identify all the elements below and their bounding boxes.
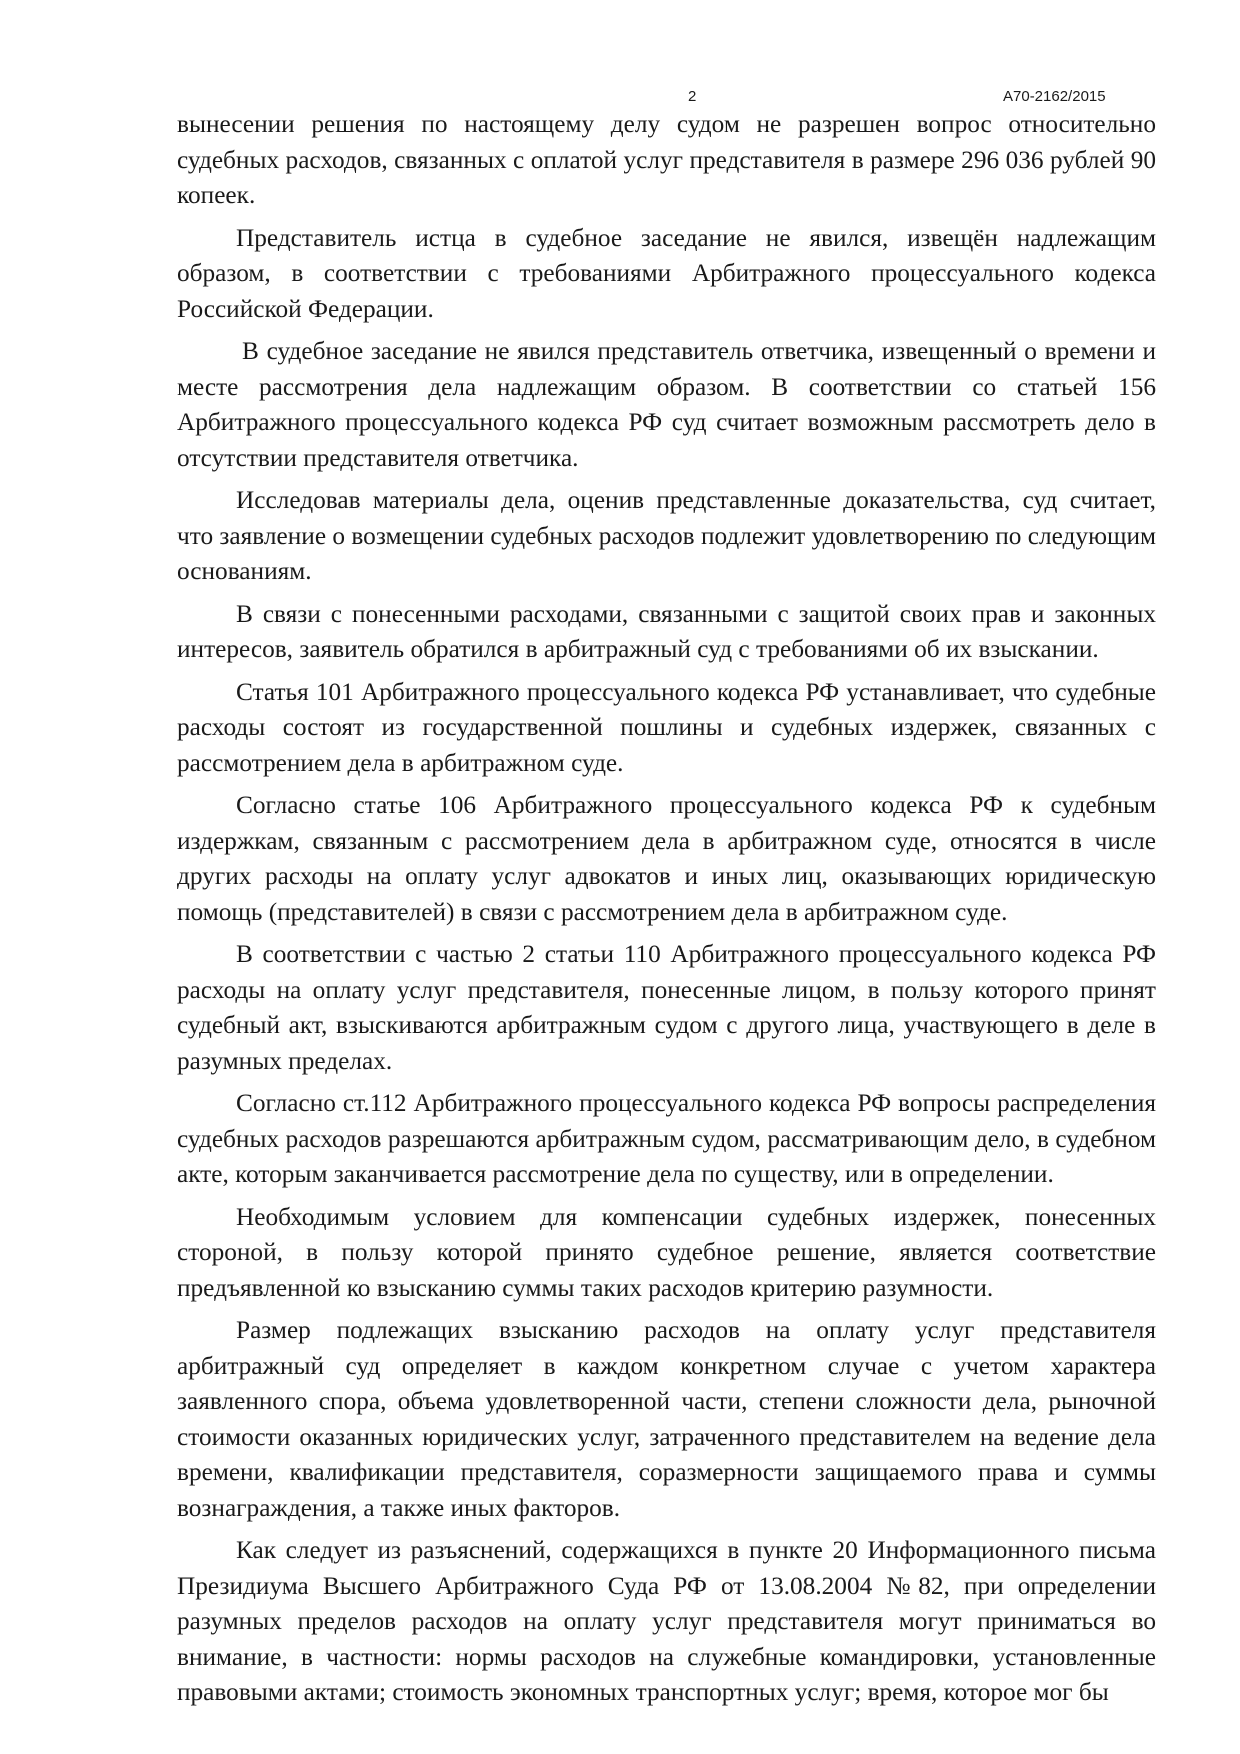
case-number: А70-2162/2015 <box>1003 88 1106 105</box>
paragraph: Исследовав материалы дела, оценив представленные доказательства, суд считает, что заявление о возмещении судебных расходов подлежит удовлетворению по следующим основаниям. <box>177 486 1156 585</box>
paragraph: Согласно статье 106 Арбитражного процессуального кодекса РФ к судебным издержкам, связанным с рассмотрением дела в арбитражном суде, относятся в числе других расходы на оплату услуг адвокатов и иных лиц, оказывающих юридическую помощь (представителей) в связи с рассмотрением дела в арбитражном суде. <box>177 791 1156 926</box>
paragraph: Представитель истца в судебное заседание не явился, извещён надлежащим образом, в соответствии с требованиями Арбитражного процессуального кодекса Российской Федерации. <box>177 223 1156 323</box>
document-body <box>177 107 1156 1718</box>
paragraph-continuation: вынесении решения по настоящему делу судом не разрешен вопрос относительно судебных расходов, связанных с оплатой услуг представителя в размере 296 036 рублей 90 копеек. <box>177 110 1156 209</box>
paragraph: Необходимым условием для компенсации судебных издержек, понесенных стороной, в пользу которой принято судебное решение, является соответствие предъявленной ко взысканию суммы таких расходов критерию разумности. <box>177 1202 1156 1302</box>
paragraph: В судебное заседание не явился представитель ответчика, извещенный о времени и месте рассмотрения дела надлежащим образом. В соответствии со статьей 156 Арбитражного процессуального кодекса РФ суд считает возможным рассмотреть дело в отсутствии представителя ответчика. <box>177 337 1156 472</box>
paragraph: Статья 101 Арбитражного процессуального кодекса РФ устанавливает, что судебные расходы состоят из государственной пошлины и судебных издержек, связанных с рассмотрением дела в арбитражном суде. <box>177 677 1156 777</box>
paragraph: В связи с понесенными расходами, связанными с защитой своих прав и законных интересов, заявитель обратился в арбитражный суд с требованиями об их взыскании. <box>177 599 1156 663</box>
page-number: 2 <box>688 88 697 105</box>
paragraph: Как следует из разъяснений, содержащихся в пункте 20 Информационного письма Президиума Высшего Арбитражного Суда РФ от 13.08.2004 №82, при определении разумных пределов расходов на оплату услуг представителя могут приниматься во внимание, в частности: нормы расходов на служебные командировки, установленные правовыми актами; стоимость экономных транспортных услуг; время, которое мог бы <box>177 1536 1156 1706</box>
paragraph: Согласно ст.112 Арбитражного процессуального кодекса РФ вопросы распределения судебных расходов разрешаются арбитражным судом, рассматривающим дело, в судебном акте, которым заканчивается рассмотрение дела по существу, или в определении. <box>177 1089 1156 1188</box>
paragraph: В соответствии с частью 2 статьи 110 Арбитражного процессуального кодекса РФ расходы на оплату услуг представителя, понесенные лицом, в пользу которого принят судебный акт, взыскиваются арбитражным судом с другого лица, участвующего в деле в разумных пределах. <box>177 940 1156 1075</box>
paragraph: Размер подлежащих взысканию расходов на оплату услуг представителя арбитражный суд определяет в каждом конкретном случае с учетом характера заявленного спора, объема удовлетворенной части, степени сложности дела, рыночной стоимости оказанных юридических услуг, затраченного представителем на ведение дела времени, квалификации представителя, соразмерности защищаемого права и суммы вознаграждения, а также иных факторов. <box>177 1316 1156 1522</box>
